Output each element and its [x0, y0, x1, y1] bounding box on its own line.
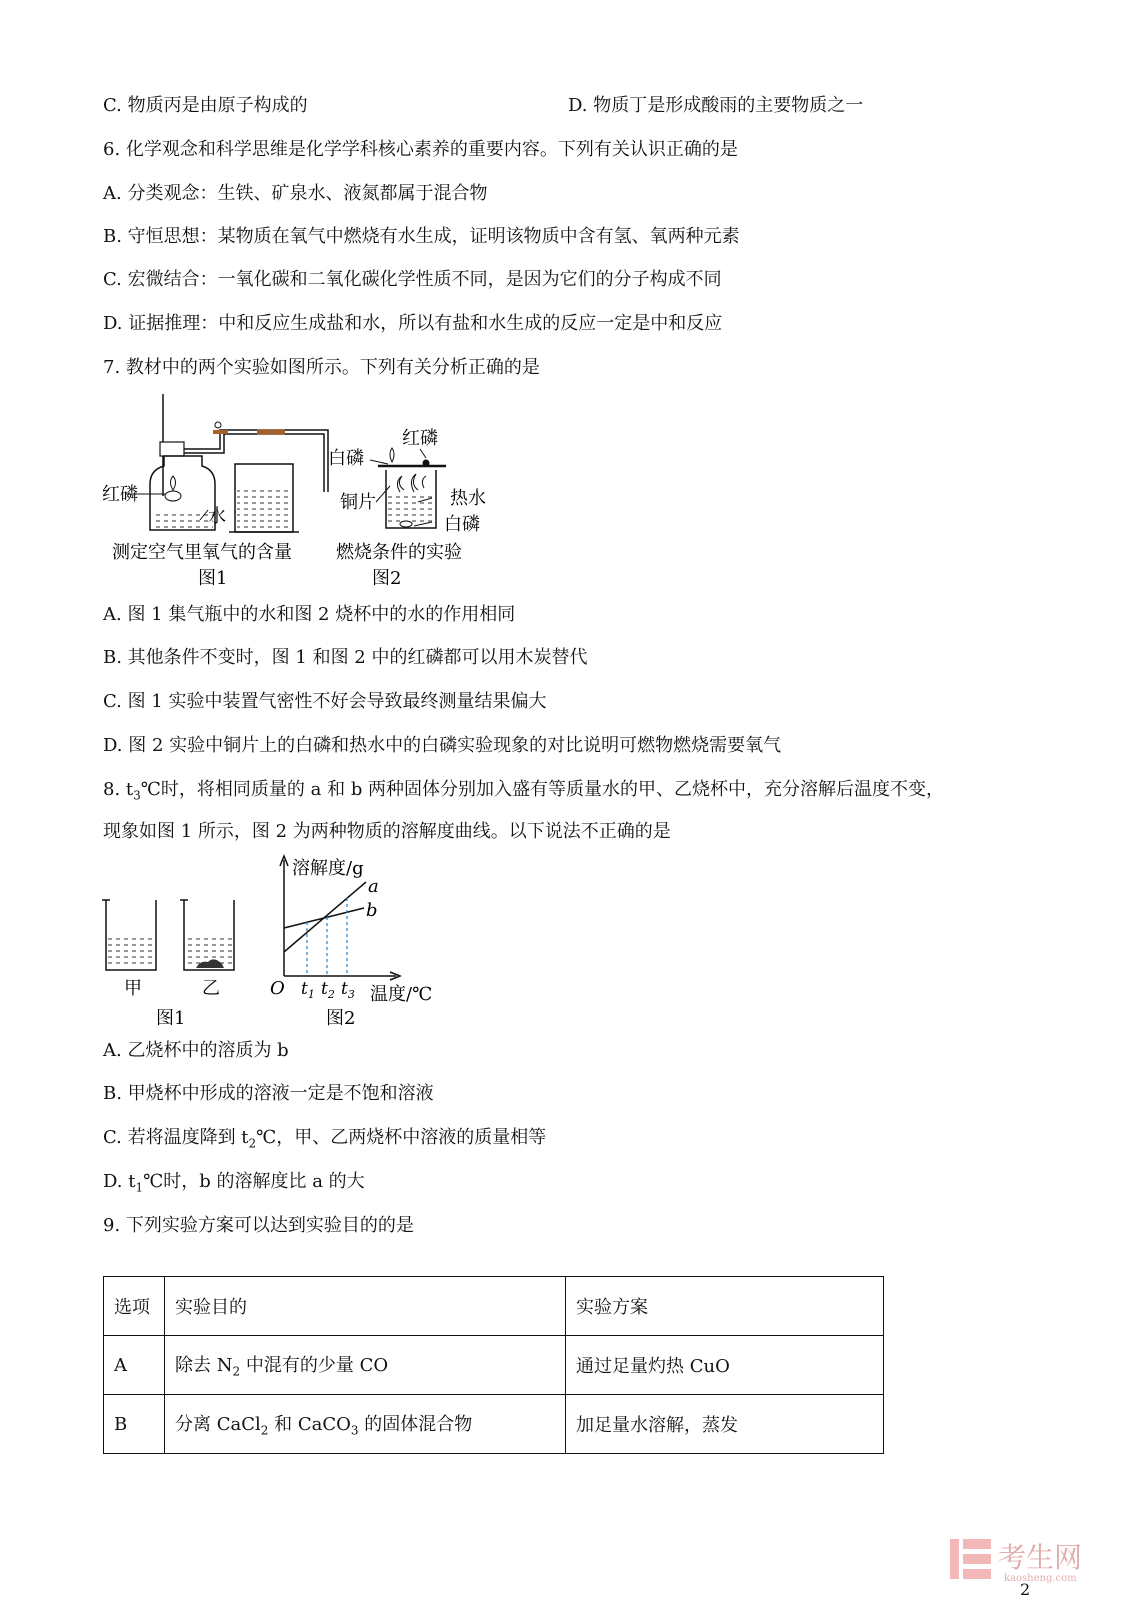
- row-b-purpose: 分离 CaCl$_2$ 和 CaCO$_3$ 的固体混合物: [165, 1395, 566, 1454]
- fig1-caption: 测定空气里氧气的含量: [112, 542, 292, 563]
- chart-ylabel: 溶解度/g: [292, 858, 364, 879]
- q6-stem: 6. 化学观念和科学思维是化学学科核心素养的重要内容。下列有关认识正确的是: [103, 139, 738, 160]
- q9-table: [103, 1276, 884, 1454]
- q8-option-b: B. 甲烧杯中形成的溶液一定是不饱和溶液: [103, 1083, 434, 1104]
- header-option: 选项: [104, 1277, 165, 1336]
- table-row: [104, 1395, 884, 1454]
- fig2-label-white-phosphorus-bottom: 白磷: [444, 514, 480, 535]
- beaker-yi: [180, 900, 234, 970]
- q8-option-a: A. 乙烧杯中的溶质为 b: [103, 1040, 289, 1061]
- watermark-text: 考生网: [998, 1541, 1083, 1574]
- q6-option-c: C. 宏微结合：一氧化碳和二氧化碳化学性质不同，是因为它们的分子构成不同: [103, 269, 722, 290]
- beaker-jia-label: 甲: [124, 978, 142, 999]
- row-a-purpose: 除去 $N_2$ 中混有的少量 CO: [165, 1336, 566, 1395]
- header-plan: 实验方案: [566, 1277, 884, 1336]
- series-b-label: b: [366, 900, 378, 921]
- tick-t1: $t_1$: [301, 979, 315, 1001]
- q9-stem: 9. 下列实验方案可以达到实验目的的是: [103, 1215, 414, 1236]
- q8-figures: [100, 852, 460, 1037]
- table-header-row: [104, 1277, 884, 1336]
- q6-option-b: B. 守恒思想：某物质在氧气中燃烧有水生成，证明该物质中含有氢、氧两种元素: [103, 226, 740, 247]
- row-a-option: A: [104, 1336, 165, 1395]
- q8-stem-line2: 现象如图 1 所示，图 2 为两种物质的溶解度曲线。以下说法不正确的是: [103, 821, 671, 842]
- watermark-logo: [950, 1537, 1110, 1583]
- q6-option-a: A. 分类观念：生铁、矿泉水、液氮都属于混合物: [103, 183, 488, 204]
- q5-option-c: C. 物质丙是由原子构成的: [103, 95, 308, 116]
- series-a-label: a: [368, 876, 379, 897]
- q8-option-d: D. $t_1℃$时，b 的溶解度比 a 的大: [103, 1171, 365, 1195]
- fig1-name: 图1: [198, 568, 228, 589]
- q8-option-c: C. 若将温度降到 $t_2℃$，甲、乙两烧杯中溶液的质量相等: [103, 1127, 547, 1151]
- q7-option-d: D. 图 2 实验中铜片上的白磷和热水中的白磷实验现象的对比说明可燃物燃烧需要氧气: [103, 735, 782, 756]
- fig2-apparatus: [370, 448, 446, 528]
- fig2-name: 图2: [372, 568, 402, 589]
- table-row: [104, 1336, 884, 1395]
- fig2-label-copper: 铜片: [340, 492, 376, 513]
- fig2-label-white-phosphorus-top: 白磷: [328, 448, 364, 469]
- row-b-option: B: [104, 1395, 165, 1454]
- tick-t3: $t_3$: [341, 979, 355, 1001]
- watermark-url: kaosheng.com: [1004, 1573, 1077, 1583]
- fig1-apparatus: [125, 394, 328, 532]
- q7-option-a: A. 图 1 集气瓶中的水和图 2 烧杯中的水的作用相同: [103, 604, 516, 625]
- curve-b: [284, 908, 364, 928]
- q7-stem: 7. 教材中的两个实验如图所示。下列有关分析正确的是: [103, 357, 540, 378]
- fig1-name: 图1: [156, 1008, 186, 1029]
- beaker-jia: [102, 900, 156, 970]
- fig2-name: 图2: [326, 1008, 356, 1029]
- fig2-caption: 燃烧条件的实验: [336, 542, 462, 563]
- q5-option-d: D. 物质丁是形成酸雨的主要物质之一: [568, 95, 864, 116]
- q7-figures: [100, 392, 520, 592]
- page-number: 2: [1020, 1580, 1031, 1599]
- fig2-label-red-phosphorus: 红磷: [402, 428, 438, 449]
- fig2-label-hot-water: 热水: [450, 488, 486, 509]
- q8-stem-line1: 8. $t_3℃$时，将相同质量的 a 和 b 两种固体分别加入盛有等质量水的甲、乙烧杯中，充分溶解后温度不变，: [103, 779, 945, 803]
- row-b-plan: 加足量水溶解，蒸发: [566, 1395, 884, 1454]
- q6-option-d: D. 证据推理：中和反应生成盐和水，所以有盐和水生成的反应一定是中和反应: [103, 313, 723, 334]
- q7-option-b: B. 其他条件不变时，图 1 和图 2 中的红磷都可以用木炭替代: [103, 647, 588, 668]
- header-purpose: 实验目的: [165, 1277, 566, 1336]
- chart-xlabel: 温度/℃: [370, 984, 433, 1005]
- q7-option-c: C. 图 1 实验中装置气密性不好会导致最终测量结果偏大: [103, 691, 547, 712]
- chart-origin: O: [270, 978, 285, 999]
- tick-t2: $t_2$: [321, 979, 335, 1001]
- row-a-plan: 通过足量灼热 CuO: [566, 1336, 884, 1395]
- watermark-icon: [950, 1539, 991, 1579]
- beaker-yi-label: 乙: [202, 978, 220, 999]
- fig1-label-water: 水: [208, 506, 226, 527]
- fig1-label-red-phosphorus: 红磷: [102, 484, 138, 505]
